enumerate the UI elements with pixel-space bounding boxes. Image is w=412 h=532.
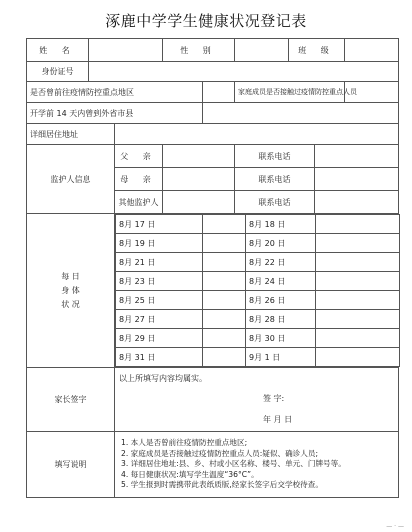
daily-date-left: 8月 27 日 (116, 310, 203, 329)
daily-row (116, 272, 400, 291)
daily-date-right: 8月 20 日 (246, 234, 316, 253)
daily-date-left: 8月 31 日 (116, 348, 203, 367)
id-label: 身份证号 (27, 62, 89, 82)
other-phone-label: 联系电话 (235, 191, 315, 214)
daily-date-left: 8月 21 日 (116, 253, 203, 272)
other-guardian-label: 其他监护人 (115, 191, 163, 214)
province-label: 开学前 14 天内曾到外省市县 (27, 103, 203, 124)
daily-temp-right[interactable] (316, 348, 400, 367)
daily-temp-left[interactable] (203, 253, 246, 272)
mother-label: 母 亲 (115, 168, 163, 191)
daily-row (116, 291, 400, 310)
gender-field[interactable] (235, 39, 289, 62)
parent-sign-statement: 以上所填写内容均属实。 (119, 374, 207, 383)
instructions-list (115, 432, 399, 498)
page-footer-mark: — · — (386, 523, 404, 530)
daily-date-left: 8月 29 日 (116, 329, 203, 348)
daily-row (116, 234, 400, 253)
instruction-item: 4. 每日健康状况:填写学生温度“36°C”。 (121, 469, 259, 479)
name-label: 姓 名 (27, 39, 89, 62)
address-label: 详细居住地址 (27, 124, 115, 145)
father-field[interactable] (163, 145, 235, 168)
other-guardian-field[interactable] (163, 191, 235, 214)
daily-temp-right[interactable] (316, 310, 400, 329)
class-field[interactable] (345, 39, 399, 62)
daily-row (116, 253, 400, 272)
daily-row (116, 310, 400, 329)
epidemic-field[interactable] (203, 82, 235, 103)
father-phone-field[interactable] (315, 145, 399, 168)
daily-date-right: 8月 22 日 (246, 253, 316, 272)
daily-temp-right[interactable] (316, 272, 400, 291)
daily-status-label (27, 214, 115, 368)
daily-temp-left[interactable] (203, 234, 246, 253)
daily-temp-left[interactable] (203, 348, 246, 367)
daily-date-right: 9月 1 日 (246, 348, 316, 367)
daily-date-right: 8月 18 日 (246, 215, 316, 234)
mother-phone-label: 联系电话 (235, 168, 315, 191)
guardian-label: 监护人信息 (27, 145, 115, 214)
instructions-label: 填写说明 (27, 432, 115, 498)
daily-status-text: 每 日 身 体 状 况 (61, 271, 80, 309)
daily-status-grid (115, 214, 399, 368)
id-field[interactable] (89, 62, 399, 82)
daily-date-left: 8月 23 日 (116, 272, 203, 291)
daily-date-left: 8月 25 日 (116, 291, 203, 310)
daily-date-right: 8月 30 日 (246, 329, 316, 348)
daily-temp-left[interactable] (203, 329, 246, 348)
mother-phone-field[interactable] (315, 168, 399, 191)
epidemic-label: 是否曾前往疫情防控重点地区 (27, 82, 203, 103)
gender-label: 性 别 (163, 39, 235, 62)
daily-date-left: 8月 17 日 (116, 215, 203, 234)
daily-grid (115, 214, 400, 367)
daily-date-right: 8月 24 日 (246, 272, 316, 291)
daily-temp-left[interactable] (203, 215, 246, 234)
instruction-item: 2. 家庭成员是否接触过疫情防控重点人员:疑似、确诊人员; (121, 448, 319, 458)
daily-temp-right[interactable] (316, 329, 400, 348)
parent-sign-date-label: 年 月 日 (263, 415, 293, 424)
address-field[interactable] (115, 124, 399, 145)
daily-date-left: 8月 19 日 (116, 234, 203, 253)
daily-date-right: 8月 26 日 (246, 291, 316, 310)
father-phone-label: 联系电话 (235, 145, 315, 168)
daily-temp-right[interactable] (316, 291, 400, 310)
daily-temp-right[interactable] (316, 234, 400, 253)
family-contact-label: 家庭成员是否接触过疫情防控重点人员 (235, 82, 345, 103)
other-phone-field[interactable] (315, 191, 399, 214)
daily-row (116, 215, 400, 234)
daily-temp-right[interactable] (316, 215, 400, 234)
province-field[interactable] (203, 103, 399, 124)
instruction-item: 5. 学生报到时需携带此表纸质版,经家长签字后交学校待查。 (121, 480, 323, 490)
father-label: 父 亲 (115, 145, 163, 168)
daily-row (116, 348, 400, 367)
daily-temp-left[interactable] (203, 310, 246, 329)
page-title: 涿鹿中学学生健康状况登记表 (105, 12, 307, 30)
daily-date-right: 8月 28 日 (246, 310, 316, 329)
parent-sign-area[interactable] (115, 368, 399, 432)
name-field[interactable] (89, 39, 163, 62)
daily-temp-left[interactable] (203, 272, 246, 291)
daily-row (116, 329, 400, 348)
mother-field[interactable] (163, 168, 235, 191)
instruction-item: 3. 详细居住地址:县、乡、村或小区名称、楼号、单元、门牌号等。 (121, 459, 346, 469)
parent-sign-signature-label: 签 字: (263, 394, 285, 403)
daily-temp-right[interactable] (316, 253, 400, 272)
daily-temp-left[interactable] (203, 291, 246, 310)
instruction-item: 1. 本人是否曾前往疫情防控重点地区; (121, 438, 248, 448)
class-label: 班 级 (289, 39, 345, 62)
health-registration-form (26, 38, 399, 498)
parent-sign-label: 家长签字 (27, 368, 115, 432)
